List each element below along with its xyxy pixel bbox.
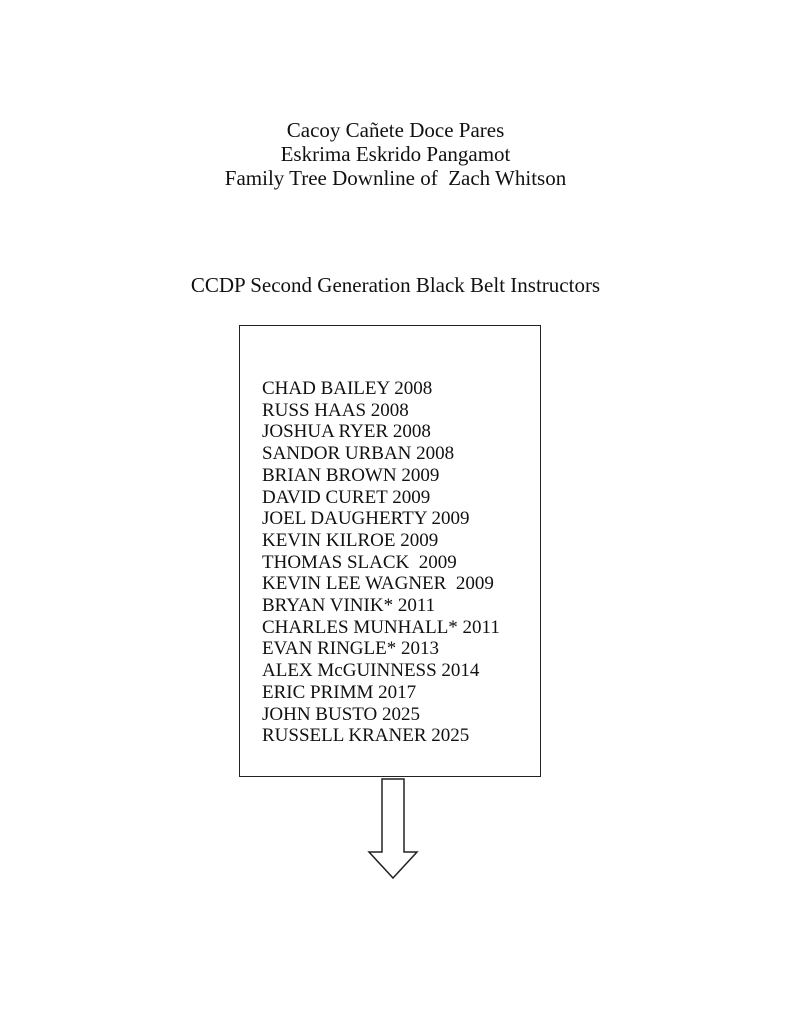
list-item: JOHN BUSTO 2025 [262, 703, 421, 725]
list-item: THOMAS SLACK 2009 [262, 551, 457, 573]
list-item: EVAN RINGLE* 2013 [262, 638, 439, 660]
list-item: ERIC PRIMM 2017 [262, 681, 417, 703]
instructor-roster-box [239, 325, 541, 777]
list-item: BRYAN VINIK* 2011 [262, 595, 436, 617]
list-item: SANDOR URBAN 2008 [262, 443, 455, 465]
list-item: ALEX McGUINNESS 2014 [262, 660, 480, 682]
list-item: RUSS HAAS 2008 [262, 399, 409, 421]
title-line-family-tree: Family Tree Downline of Zach Whitson [224, 166, 567, 190]
list-item: CHAD BAILEY 2008 [262, 378, 433, 399]
title-line-organization: Cacoy Cañete Doce Pares [286, 118, 505, 142]
down-arrow-icon [367, 778, 419, 880]
list-item: BRIAN BROWN 2009 [262, 464, 440, 486]
list-item: CHARLES MUNHALL* 2011 [262, 616, 500, 638]
title-line-art: Eskrima Eskrido Pangamot [280, 142, 511, 166]
list-item: KEVIN LEE WAGNER 2009 [262, 573, 494, 595]
list-item: DAVID CURET 2009 [262, 486, 431, 508]
document-title [0, 118, 791, 190]
down-arrow-shape [369, 779, 417, 878]
instructor-list [262, 378, 500, 747]
list-item: JOSHUA RYER 2008 [262, 421, 431, 443]
section-heading: CCDP Second Generation Black Belt Instructors [190, 273, 601, 297]
list-item: RUSSELL KRANER 2025 [262, 725, 470, 747]
list-item: KEVIN KILROE 2009 [262, 529, 439, 551]
list-item: JOEL DAUGHERTY 2009 [262, 508, 470, 530]
